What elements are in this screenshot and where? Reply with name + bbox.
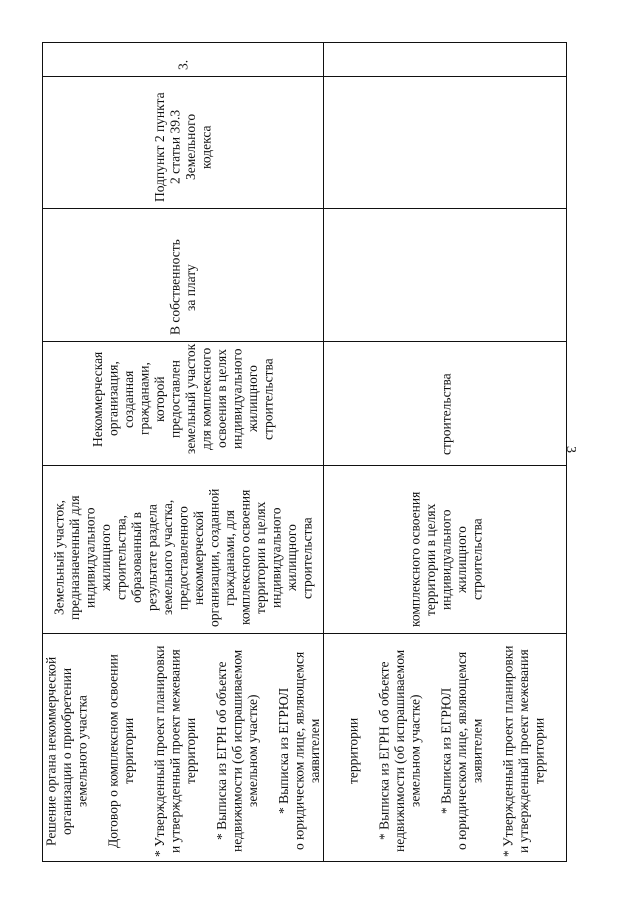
row1-applicant-cell: строительства bbox=[438, 373, 454, 455]
row2-number-cell: 3. bbox=[175, 59, 191, 70]
row1-documents-cell: территории * Выписка из ЕГРН об объекте недвижимости (об испрашиваемом земельном участке) * Выписка из ЕГРЮЛ о юридическом лице, являющемся заявителем * Утвержденный проект планировки и утвержденный проект межевания территории bbox=[345, 645, 547, 857]
table bbox=[42, 42, 567, 862]
row2-documents-cell: Решение органа некоммерческой организации о приобретении земельного участка Договор о комплексном освоении территории * Утвержденный проект планировки и утвержденный проект межевания территории * Выписка из ЕГРН об объекте недвижимости (об испрашиваемом земельном участке) * Выписка из ЕГРЮЛ о юридическом лице, являющемся заявителем bbox=[43, 645, 322, 857]
row2-land-plot-cell: Земельный участок, предназначенный для индивидуального жилищного строительства, образованный в результате раздела земельного участка, предоставленного некоммерческой организации, созданной гражданами, для комплексного освоения территории в целях индивидуального жилищного строительства bbox=[51, 488, 315, 627]
row2-right-type-cell: В собственность за плату bbox=[167, 239, 198, 335]
row2-applicant-cell: Некоммерческая организация, созданная гражданами, которой предоставлен земельный участок для комплексного освоения в целях индивидуального жилищного строительства bbox=[90, 343, 276, 455]
row1-land-plot-cell: комплексного освоения территории в целях индивидуального жилищного строительства bbox=[407, 491, 485, 627]
row2-legal-basis-cell: Подпункт 2 пункта 2 статьи 39.3 Земельного кодекса bbox=[152, 92, 214, 202]
page-number: 3 bbox=[563, 446, 578, 453]
